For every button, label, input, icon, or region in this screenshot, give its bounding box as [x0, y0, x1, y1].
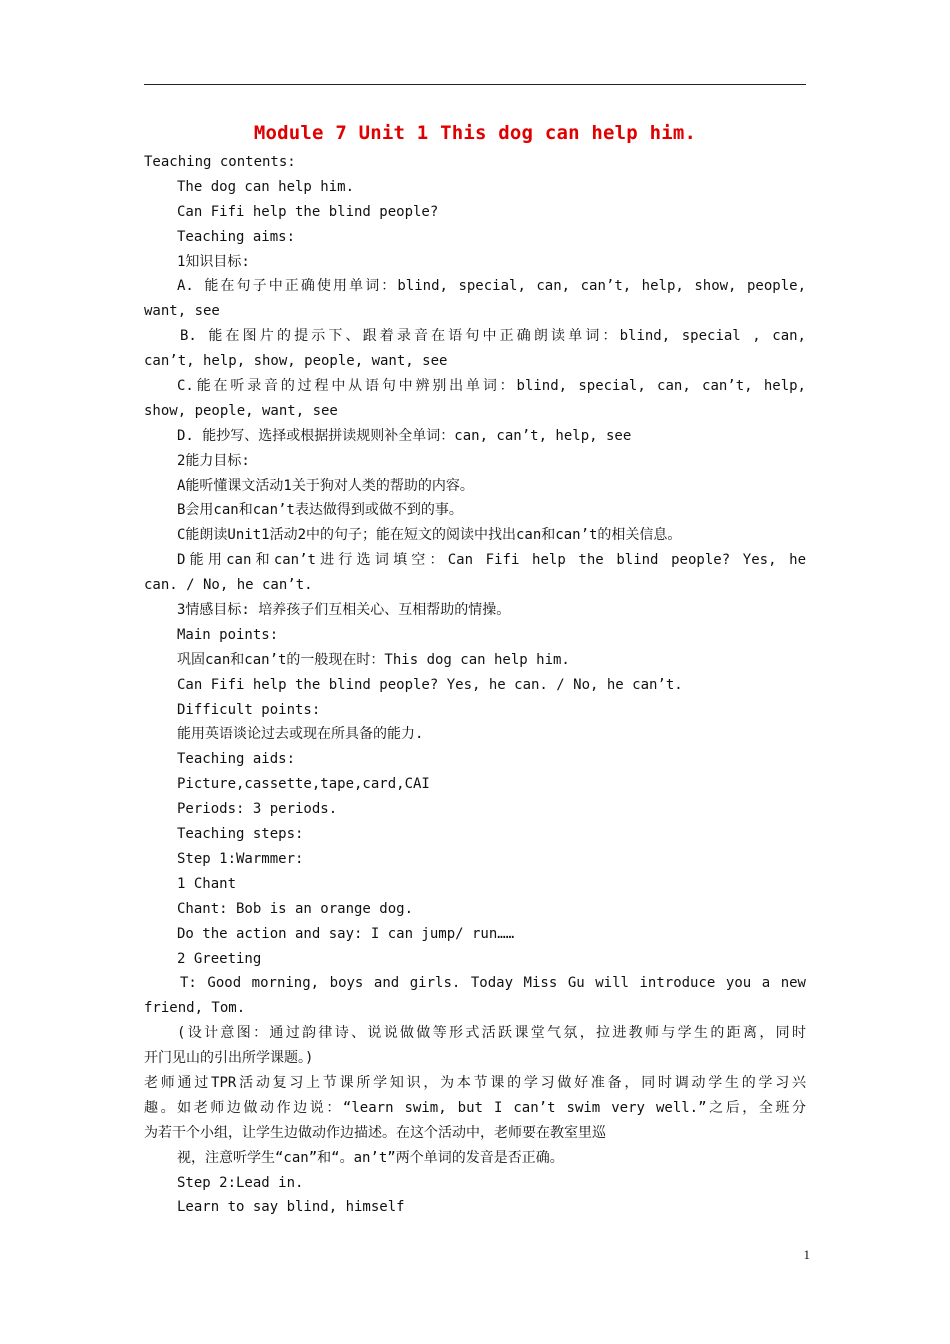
text-line: D能用can和can’t进行选词填空：Can Fifi help the blind people? Yes, he: [177, 552, 806, 569]
text-line: 3情感目标: 培养孩子们互相关心、互相帮助的情操。: [177, 602, 511, 619]
text-line: can’t, help, show, people, want, see: [144, 353, 448, 370]
text-line: 能用英语谈论过去或现在所具备的能力.: [177, 726, 424, 743]
text-line: T: Good morning, boys and girls. Today Miss Gu will introduce you a new: [180, 975, 806, 992]
text-line: 1 Chant: [177, 875, 237, 892]
text-line: 视，注意听学生“can”和“。an’t”两个单词的发音是否正确。: [177, 1149, 564, 1166]
text-line: Periods: 3 periods.: [177, 801, 338, 818]
text-line: 老师通过TPR活动复习上节课所学知识，为本节课的学习做好准备，同时调动学生的学习兴: [144, 1074, 806, 1091]
text-line: C.能在听录音的过程中从语句中辨别出单词：blind, special, can, can’t, help,: [177, 378, 806, 395]
text-line: 2能力目标:: [177, 452, 250, 469]
text-line: B会用can和can’t表达做得到或做不到的事。: [177, 502, 463, 519]
text-line: A. 能在句子中正确使用单词：blind, special, can, can’t, help, show, people,: [177, 278, 806, 295]
document-title: Module 7 Unit 1 This dog can help him.: [253, 122, 697, 144]
document-body: [144, 150, 806, 1220]
text-line: The dog can help him.: [177, 178, 355, 195]
text-line: Can Fifi help the blind people? Yes, he can. / No, he can’t.: [177, 676, 683, 693]
text-line: (设计意图：通过韵律诗、说说做做等形式活跃课堂气氛，拉进教师与学生的距离，同时: [177, 1025, 806, 1042]
text-line: Step 1:Warmmer:: [177, 850, 304, 867]
text-line: 1知识目标:: [177, 253, 250, 270]
text-line: show, people, want, see: [144, 402, 338, 419]
text-line: want, see: [144, 303, 220, 320]
text-line: C能朗读Unit1活动2中的句子；能在短文的阅读中找出can和can’t的相关信息。: [177, 527, 682, 544]
text-line: Can Fifi help the blind people?: [177, 203, 439, 220]
text-line: Learn to say blind, himself: [177, 1199, 405, 1216]
text-line: friend, Tom.: [144, 1000, 246, 1017]
text-line: 趣。如老师边做动作边说：“learn swim, but I can’t swim very well.”之后，全班分: [144, 1099, 806, 1116]
text-line: 开门见山的引出所学课题。): [144, 1050, 314, 1067]
text-line: can. / No, he can’t.: [144, 577, 313, 594]
text-line: B. 能在图片的提示下、跟着录音在语句中正确朗读单词：blind, special , can,: [180, 328, 806, 345]
header-rule: [144, 84, 806, 85]
text-line: Teaching steps:: [177, 826, 304, 843]
text-line: Teaching aids:: [177, 751, 296, 768]
text-line: Teaching contents:: [144, 154, 296, 170]
text-line: 为若干个小组，让学生边做动作边描述。在这个活动中，老师要在教室里巡: [144, 1124, 606, 1141]
text-line: Chant: Bob is an orange dog.: [177, 900, 414, 917]
text-line: 巩固can和can’t的一般现在时：This dog can help him.: [177, 651, 570, 668]
text-line: Picture,cassette,tape,card,CAI: [177, 776, 430, 793]
page-number: 1: [803, 1247, 810, 1262]
text-line: D. 能抄写、选择或根据拼读规则补全单词：can, can’t, help, see: [177, 427, 632, 444]
text-line: 2 Greeting: [177, 950, 262, 967]
text-line: Difficult points:: [177, 701, 321, 718]
text-line: Step 2:Lead in.: [177, 1174, 304, 1191]
text-line: A能听懂课文活动1关于狗对人类的帮助的内容。: [177, 477, 474, 494]
text-line: Teaching aims:: [177, 228, 296, 245]
text-line: Do the action and say: I can jump/ run……: [177, 925, 515, 942]
text-line: Main points:: [177, 626, 279, 643]
